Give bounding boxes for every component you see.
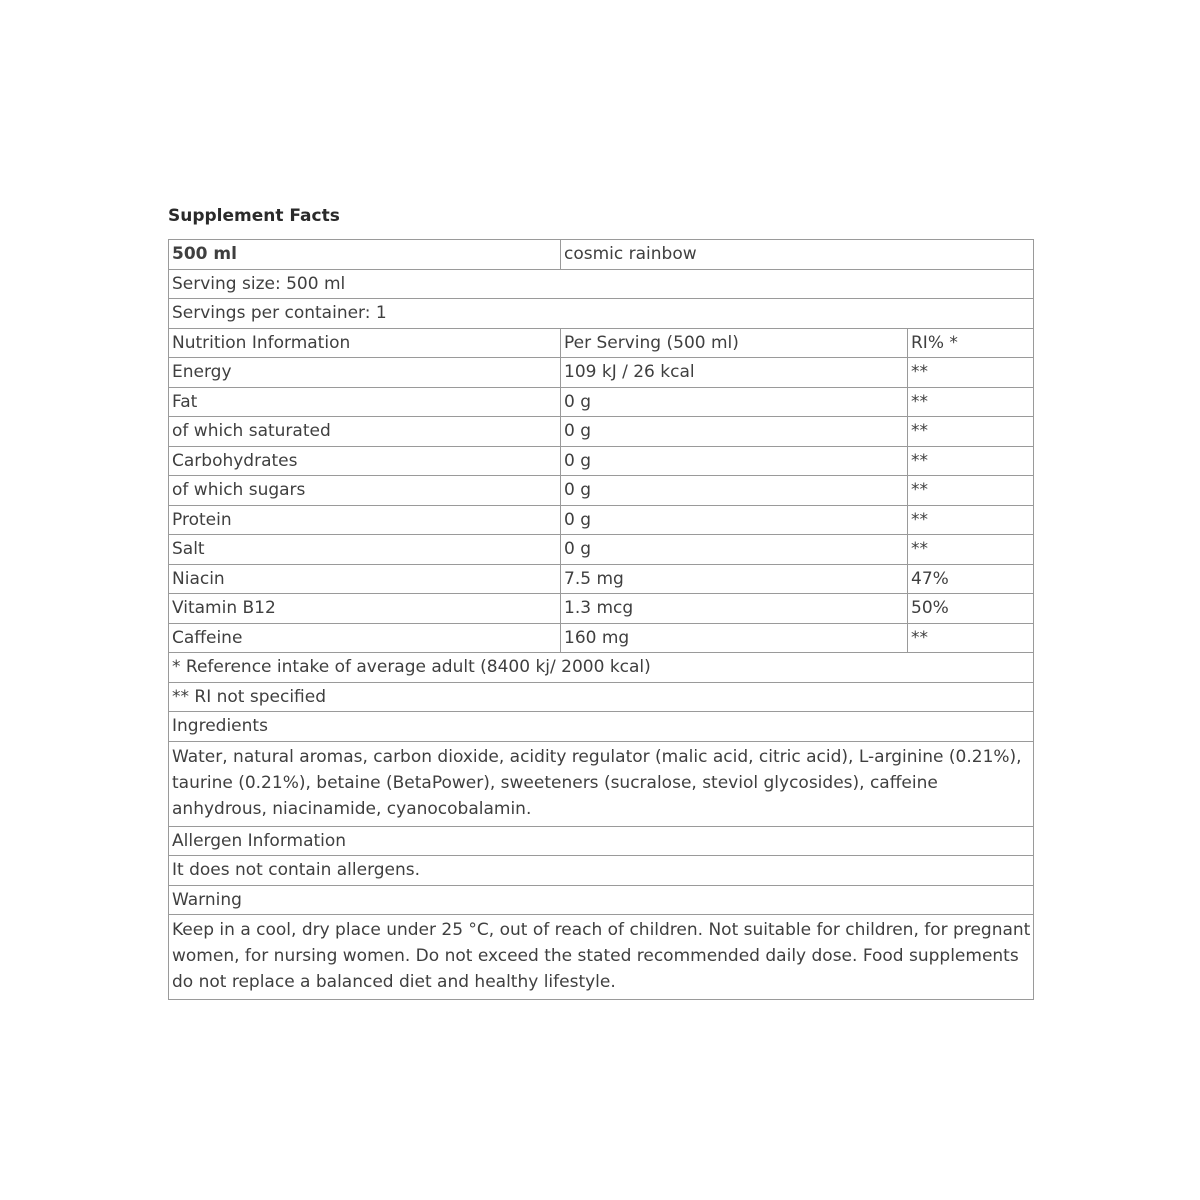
nutrient-amount: 0 g bbox=[561, 505, 908, 535]
page-title: Supplement Facts bbox=[168, 206, 340, 226]
nutrient-name: Vitamin B12 bbox=[169, 594, 561, 624]
nutrient-ri: ** bbox=[908, 535, 1034, 565]
nutrient-ri: ** bbox=[908, 623, 1034, 653]
nutrient-ri: ** bbox=[908, 387, 1034, 417]
table-row-serving-size bbox=[169, 269, 1034, 299]
nutrient-name: Protein bbox=[169, 505, 561, 535]
table-row-footnote-ri bbox=[169, 653, 1034, 683]
nutrient-name: Carbohydrates bbox=[169, 446, 561, 476]
nutrient-name: Niacin bbox=[169, 564, 561, 594]
warning-label: Warning bbox=[169, 885, 1034, 915]
nutrient-name: Salt bbox=[169, 535, 561, 565]
allergen-text: It does not contain allergens. bbox=[169, 856, 1034, 886]
nutrient-ri: 50% bbox=[908, 594, 1034, 624]
supplement-facts-table bbox=[168, 239, 1034, 1000]
table-row-header bbox=[169, 240, 1034, 270]
table-row-ingredients-text bbox=[169, 741, 1034, 826]
table-row-warning-text bbox=[169, 915, 1034, 1000]
table-row bbox=[169, 446, 1034, 476]
nutrition-info-label: Nutrition Information bbox=[169, 328, 561, 358]
nutrient-amount: 0 g bbox=[561, 387, 908, 417]
warning-text: Keep in a cool, dry place under 25 °C, out of reach of children. Not suitable for children, for pregnant women, for nursing women. Do not exceed the stated recommended daily dose. Food supplements do not replace a balanced diet and healthy lifestyle. bbox=[169, 915, 1034, 1000]
nutrient-name: of which sugars bbox=[169, 476, 561, 506]
footnote-ri-not-specified: ** RI not specified bbox=[169, 682, 1034, 712]
table-row bbox=[169, 358, 1034, 388]
nutrient-amount: 0 g bbox=[561, 446, 908, 476]
allergen-label: Allergen Information bbox=[169, 826, 1034, 856]
table-row bbox=[169, 417, 1034, 447]
nutrient-ri: ** bbox=[908, 476, 1034, 506]
product-flavor: cosmic rainbow bbox=[561, 240, 1034, 270]
serving-size: Serving size: 500 ml bbox=[169, 269, 1034, 299]
nutrient-amount: 0 g bbox=[561, 476, 908, 506]
table-row-allergen-text bbox=[169, 856, 1034, 886]
nutrient-ri: ** bbox=[908, 358, 1034, 388]
table-row bbox=[169, 387, 1034, 417]
nutrient-amount: 160 mg bbox=[561, 623, 908, 653]
table-row-footnote-not-specified bbox=[169, 682, 1034, 712]
per-serving-header: Per Serving (500 ml) bbox=[561, 328, 908, 358]
nutrient-ri: ** bbox=[908, 417, 1034, 447]
nutrient-name: Caffeine bbox=[169, 623, 561, 653]
product-size: 500 ml bbox=[169, 240, 561, 270]
table-row bbox=[169, 594, 1034, 624]
ri-header: RI% * bbox=[908, 328, 1034, 358]
servings-per-container: Servings per container: 1 bbox=[169, 299, 1034, 329]
table-row bbox=[169, 535, 1034, 565]
nutrient-name: Fat bbox=[169, 387, 561, 417]
table-row bbox=[169, 623, 1034, 653]
nutrient-amount: 0 g bbox=[561, 535, 908, 565]
nutrient-ri: 47% bbox=[908, 564, 1034, 594]
supplement-facts-panel bbox=[168, 203, 1033, 1000]
table-row-ingredients-label bbox=[169, 712, 1034, 742]
table-row bbox=[169, 505, 1034, 535]
footnote-reference-intake: * Reference intake of average adult (8400 kj/ 2000 kcal) bbox=[169, 653, 1034, 683]
table-row-nutrition-header bbox=[169, 328, 1034, 358]
table-row-warning-label bbox=[169, 885, 1034, 915]
nutrient-name: Energy bbox=[169, 358, 561, 388]
ingredients-text: Water, natural aromas, carbon dioxide, acidity regulator (malic acid, citric acid), L-arginine (0.21%), taurine (0.21%), betaine (BetaPower), sweeteners (sucralose, steviol glycosides), caffeine anhydrous, niacinamide, cyanocobalamin. bbox=[169, 741, 1034, 826]
table-row-allergen-label bbox=[169, 826, 1034, 856]
nutrient-ri: ** bbox=[908, 446, 1034, 476]
nutrient-amount: 1.3 mcg bbox=[561, 594, 908, 624]
table-row bbox=[169, 476, 1034, 506]
nutrient-name: of which saturated bbox=[169, 417, 561, 447]
table-row-servings-per-container bbox=[169, 299, 1034, 329]
nutrient-ri: ** bbox=[908, 505, 1034, 535]
nutrient-amount: 109 kJ / 26 kcal bbox=[561, 358, 908, 388]
nutrient-amount: 0 g bbox=[561, 417, 908, 447]
table-row bbox=[169, 564, 1034, 594]
nutrient-amount: 7.5 mg bbox=[561, 564, 908, 594]
ingredients-label: Ingredients bbox=[169, 712, 1034, 742]
